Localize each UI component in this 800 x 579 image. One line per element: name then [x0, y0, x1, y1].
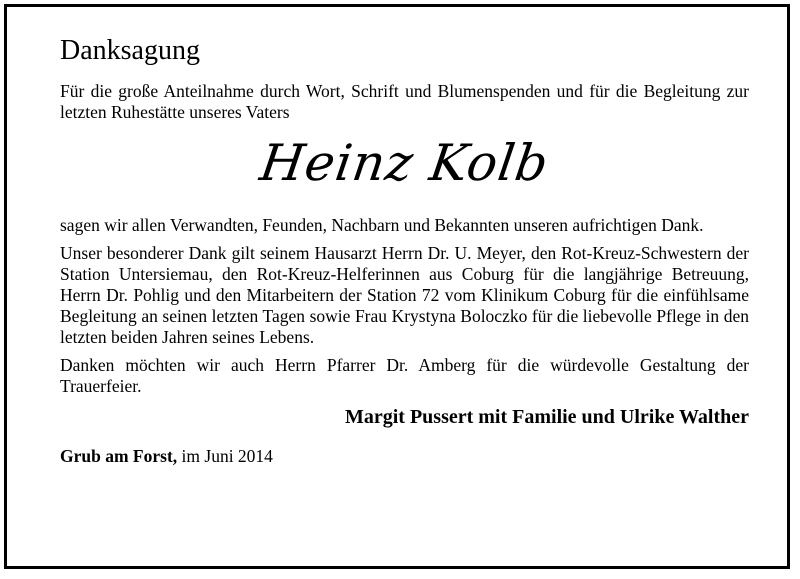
place: Grub am Forst,: [60, 446, 178, 466]
notice-title: Danksagung: [60, 35, 200, 66]
special-thanks-paragraph: Unser besonderer Dank gilt seinem Hausarzt Herrn Dr. U. Meyer, den Rot-Kreuz-Schwestern der Station Untersiemau, den Rot-Kreuz-Helferinnen aus Coburg für die langjährige Betreuung, Herrn Dr. Pohlig und den Mitarbeitern der Station 72 vom Klinikum Coburg für die einfühlsame Begleitung an seinen letzten Tagen sowie Frau Krystyna Boloczko für die liebevolle Pflege in den letzten beiden Jahren seines Lebens.: [60, 243, 749, 347]
pastor-thanks-paragraph: Danken möchten wir auch Herrn Pfarrer Dr. Amberg für die würdevolle Gestaltung der Trauerfeier.: [60, 355, 749, 396]
place-date-line: [60, 446, 749, 467]
intro-paragraph: Für die große Anteilnahme durch Wort, Schrift und Blumenspenden und für die Begleitung zur letzten Ruhestätte unseres Vaters: [60, 81, 749, 122]
notice-content: [60, 35, 749, 467]
signatories: Margit Pussert mit Familie und Ulrike Walther: [344, 406, 749, 428]
thanks-paragraph: sagen wir allen Verwandten, Feunden, Nachbarn und Bekannten unseren aufrichtigen Dank.: [60, 215, 704, 235]
date: im Juni 2014: [181, 446, 273, 466]
deceased-name: Heinz Kolb: [256, 134, 553, 192]
obituary-notice: [4, 4, 790, 569]
